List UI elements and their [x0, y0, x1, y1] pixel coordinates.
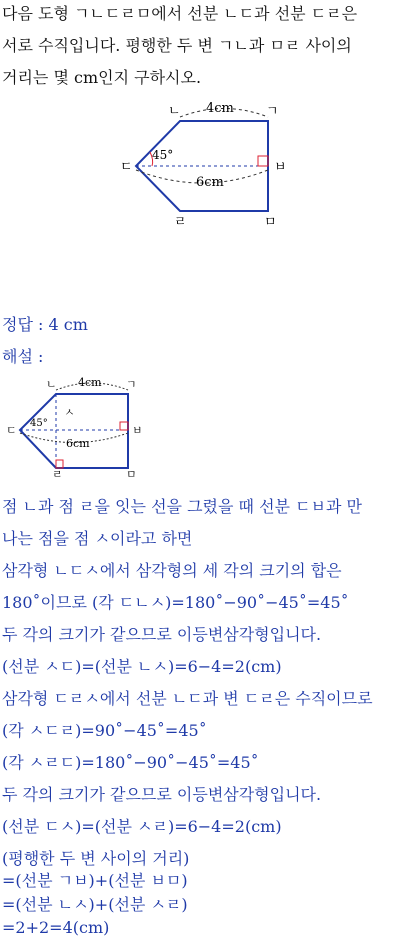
- explain-label: 해설 :: [2, 347, 44, 366]
- solution-line-11: (선분 ㄷㅅ)=(선분 ㅅㄹ)=6−4=2(cm): [2, 817, 282, 836]
- label-r: ㄹ: [174, 215, 187, 230]
- figure-pentagon: [0, 0, 400, 240]
- angle-label: 45°: [152, 148, 174, 162]
- length-top-2: 4cm: [78, 376, 102, 389]
- label-b: ㅂ: [274, 160, 287, 175]
- solution-line-3: 삼각형 ㄴㄷㅅ에서 삼각형의 세 각의 크기의 합은: [2, 561, 342, 580]
- label-r-2: ㄹ: [52, 468, 63, 480]
- right-angle-mark: [258, 156, 268, 166]
- solution-line-5: 두 각의 크기가 같으므로 이등변삼각형입니다.: [2, 625, 322, 644]
- length-mid-2: 6cm: [66, 437, 90, 450]
- label-b-2: ㅂ: [132, 424, 143, 437]
- answer-label: 정답 : 4 cm: [2, 315, 88, 334]
- angle-label-2: 45°: [30, 418, 48, 429]
- question-line-3: 거리는 몇 cm인지 구하시오.: [2, 68, 202, 87]
- length-mid: 6cm: [196, 175, 224, 190]
- solution-line-7: 삼각형 ㄷㄹㅅ에서 선분 ㄴㄷ과 변 ㄷㄹ은 수직이므로: [2, 689, 373, 708]
- label-d: ㄷ: [120, 160, 133, 175]
- solution-line-2: 나는 점을 점 ㅅ이라고 하면: [2, 529, 193, 548]
- label-m: ㅁ: [264, 215, 277, 230]
- solution-line-13: =(선분 ㄱㅂ)+(선분 ㅂㅁ): [2, 871, 188, 890]
- solution-line-12: (평행한 두 변 사이의 거리): [2, 849, 190, 868]
- solution-line-6: (선분 ㅅㄷ)=(선분 ㄴㅅ)=6−4=2(cm): [2, 657, 282, 676]
- solution-line-9: (각 ㅅㄹㄷ)=180˚−90˚−45˚=45˚: [2, 753, 259, 772]
- question-line-2: 서로 수직입니다. 평행한 두 변 ㄱㄴ과 ㅁㄹ 사이의: [2, 36, 352, 55]
- solution-line-8: (각 ㅅㄷㄹ)=90˚−45˚=45˚: [2, 721, 207, 740]
- length-top: 4cm: [206, 101, 234, 116]
- figure-pentagon-solution: [0, 370, 200, 480]
- label-m-2: ㅁ: [126, 468, 137, 480]
- label-n: ㄴ: [168, 104, 181, 119]
- solution-line-15: =2+2=4(cm): [2, 918, 110, 937]
- label-n-2: ㄴ: [46, 378, 57, 391]
- right-angle-mark-2: [120, 422, 128, 430]
- label-g: ㄱ: [266, 104, 279, 119]
- solution-line-1: 점 ㄴ과 점 ㄹ을 잇는 선을 그렸을 때 선분 ㄷㅂ과 만: [2, 497, 362, 516]
- right-angle-mark-3: [56, 460, 63, 468]
- label-s-2: ㅅ: [64, 406, 75, 419]
- question-line-1: 다음 도형 ㄱㄴㄷㄹㅁ에서 선분 ㄴㄷ과 선분 ㄷㄹ은: [2, 4, 358, 23]
- solution-line-14: =(선분 ㄴㅅ)+(선분 ㅅㄹ): [2, 895, 188, 914]
- solution-line-10: 두 각의 크기가 같으므로 이등변삼각형입니다.: [2, 785, 322, 804]
- label-d-2: ㄷ: [6, 424, 17, 437]
- label-g-2: ㄱ: [126, 378, 137, 391]
- solution-line-4: 180˚이므로 (각 ㄷㄴㅅ)=180˚−90˚−45˚=45˚: [2, 593, 349, 612]
